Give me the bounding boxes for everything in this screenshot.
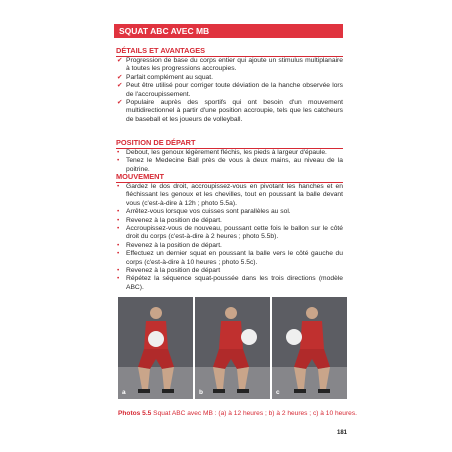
photo-caption [118,410,357,417]
list-item: • Revenez à la position de départ [117,267,221,275]
bullet-icon: • [117,157,120,165]
list-item: • Revenez à la position de départ. [117,241,222,249]
list-item: • Répétez la séquence squat-poussée dans les trois directions (modèle ABC). [117,275,343,291]
list-item: • Arrêtez-vous lorsque vos cuisses sont parallèles au sol. [117,208,291,216]
bullet-icon: • [117,216,120,224]
photo-label: c [276,389,280,396]
check-icon: ✔ [117,82,123,90]
athlete-figure-a [118,297,193,399]
list-item: ✔ Peut être utilisé pour corriger toute déviation de la hanche observée lors de l'accroupissement. [117,82,343,98]
bullet-icon: • [117,149,120,156]
photo-c [272,297,347,399]
list-item: • Effectuez un dernier squat en poussant la balle vers le côté gauche du corps (c'est-à-dire à 10 heures ; photo 5.5c). [117,250,343,266]
photo-label: b [199,389,203,396]
check-icon: ✔ [117,57,123,64]
start-heading: POSITION DE DÉPART [116,138,343,149]
list-item: ✔ Populaire auprès des sportifs qui ont besoin d'un mouvement multidirectionnel à partir d'une position accroupie, tels que les catcheurs de baseball et les joueurs de volleyball. [117,99,343,123]
list-item: • Accroupissez-vous de nouveau, poussant cette fois le ballon sur le côté droit du corps (c'est-à-dire à 2 heures ; photo 5.5b). [117,225,343,241]
bullet-icon: • [117,225,120,233]
athlete-figure-c [272,297,347,399]
start-list [116,149,343,174]
bullet-icon: • [117,275,120,283]
list-item: • Gardez le dos droit, accroupissez-vous en pivotant les hanches et en fléchissant les genoux et les chevilles, tout en poussant la balle devant vous (c'est-à-dire à 12h ; photo 5.5a). [117,183,343,207]
check-icon: ✔ [117,99,123,107]
bullet-icon: • [117,267,120,275]
caption-text: Squat ABC avec MB : (a) à 12 heures ; b) à 2 heures ; c) à 10 heures. [151,410,357,417]
movement-list [116,183,343,292]
bullet-icon: • [117,241,120,249]
details-heading: DÉTAILS ET AVANTAGES [116,46,343,57]
caption-label: Photos 5.5 [118,410,152,417]
page-number: 181 [337,430,348,436]
list-item: • Debout, les genoux légèrement fléchis, les pieds à largeur d'épaule. [117,149,327,156]
check-icon: ✔ [117,73,123,81]
list-item: • Revenez à la position de départ. [117,216,222,224]
movement-heading: MOUVEMENT [116,172,343,183]
list-item: ✔ Progression de base du corps entier qui ajoute un stimulus multiplanaire à toutes les progressions accroupies. [117,57,343,73]
list-item: • Tenez le Medecine Ball près de vous à deux mains, au niveau de la poitrine. [117,157,343,173]
bullet-icon: • [117,183,120,190]
details-list [116,57,343,124]
list-item: ✔ Parfait complément au squat. [117,73,213,81]
photo-strip [118,297,346,399]
photo-a [118,297,193,399]
bullet-icon: • [117,250,120,258]
bullet-icon: • [117,208,120,216]
photo-label: a [122,389,126,396]
athlete-figure-b [195,297,270,399]
photo-b [195,297,270,399]
exercise-title: SQUAT ABC AVEC MB [114,24,343,38]
